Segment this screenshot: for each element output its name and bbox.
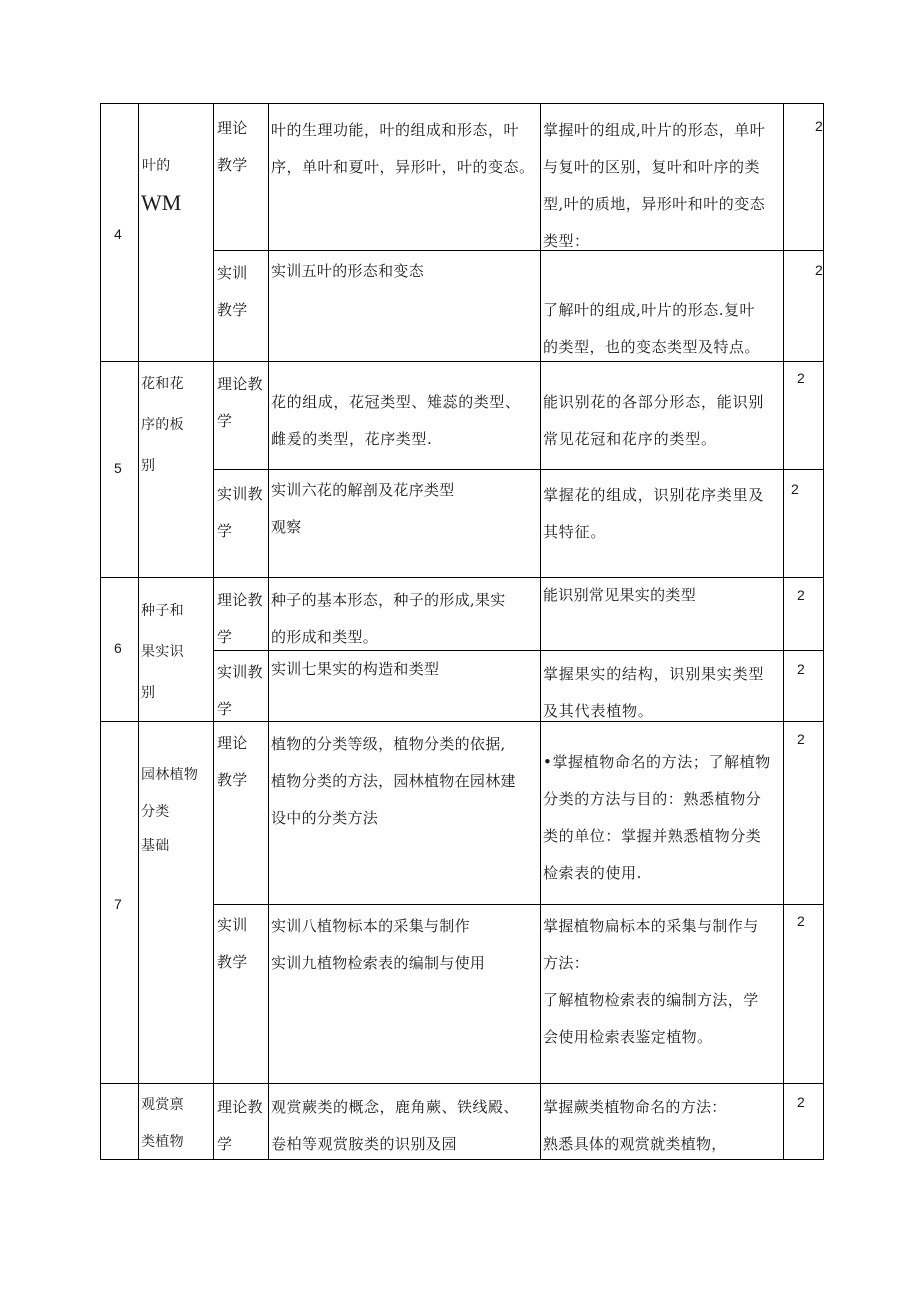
content-cell: 植物的分类等级，植物分类的依据, 植物分类的方法，园林植物在园林建 设中的分类方法 [271,735,516,827]
row-number: 7 [114,896,122,912]
topic-name: 别 [141,458,156,474]
topic-name: 花和花 [141,376,184,392]
table-border-right [823,103,824,1160]
content-cell: 实训六花的解剖及花序类型 观察 [271,481,455,536]
table-border-left [100,103,101,1160]
content-cell: 实训八植物标本的采集与制作 实训九植物检索表的编制与使用 [271,917,486,972]
topic-name: 基础 [141,838,170,854]
content-cell: 观赏蕨类的概念，鹿角蕨、铁线殿、 卷柏等观赏胺类的识别及园 [271,1098,520,1153]
row-number: 4 [114,226,122,242]
column-divider [138,103,139,1160]
topic-name: 别 [141,685,156,701]
objective-cell: 能识别常见果实的类型 [543,586,697,604]
topic-name: 分类 [141,804,170,820]
objective-cell: 掌握果实的结构，识别果实类型 及其代表植物。 [543,665,765,720]
topic-name: 观赏禀 [141,1097,184,1113]
teaching-type: 理论教 学 [217,375,263,430]
hours-cell: 2 [815,262,823,278]
topic-name: 果实识 [141,644,184,660]
column-divider [213,103,214,1160]
content-cell: 实训五叶的形态和变态 [271,262,425,280]
teaching-type: 实训教 学 [217,485,263,540]
teaching-type: 实训 教学 [217,264,248,319]
hours-cell: 2 [797,661,805,677]
row-separator [100,1083,824,1084]
content-cell: 种子的基本形态，种子的形成,果实 的形成和类型。 [271,591,506,646]
hours-cell: 2 [797,587,805,603]
hours-cell: 2 [797,370,805,386]
hours-cell: 2 [815,118,823,134]
teaching-type: 理论教 学 [217,591,263,646]
topic-name: 序的板 [141,417,184,433]
topic-name: 种子和 [141,603,184,619]
content-cell: 叶的生理功能，叶的组成和形态，叶 序，单叶和夏叶，异形叶，叶的变态。 [271,121,535,176]
subrow-separator [213,904,824,905]
teaching-type: 实训教 学 [217,663,263,718]
teaching-type: 实训 教学 [217,916,248,971]
column-divider [783,103,784,1160]
objective-cell: 掌握花的组成，识别花序类里及 其特征。 [543,486,765,541]
objective-cell: 掌握叶的组成,叶片的形态，单叶 与复叶的区别，复叶和叶序的类 型,叶的质地，异形叶和叶的变态 类型： [543,121,766,250]
objective-cell: 了解叶的组成,叶片的形态.复叶 的类型，也的变态类型及特点。 [543,301,761,356]
content-cell: 花的组成，花冠类型、雉蕊的类型、 雌爰的类型，花序类型. [271,393,521,448]
objective-cell: •掌握植物命名的方法；了解植物 分类的方法与目的：熟悉植物分 类的单位：掌握并熟悉植物分类 检索表的使用. [543,753,771,882]
column-divider [540,103,541,1160]
teaching-type: 理论 教学 [217,119,248,174]
hours-cell: 2 [791,481,799,497]
subrow-separator [213,469,824,470]
topic-name: 园林植物 [141,767,199,783]
teaching-type: 理论教 学 [217,1098,263,1153]
topic-name: 类植物 [141,1134,184,1150]
row-number: 5 [114,460,122,476]
content-cell: 实训七果实的构造和类型 [271,660,440,678]
teaching-type: 理论 教学 [217,734,248,789]
hours-cell: 2 [797,1094,805,1110]
table-border-top [100,103,824,104]
topic-name: 叶的 [142,158,171,174]
topic-name: WM [141,190,182,215]
objective-cell: 掌握蕨类植物命名的方法： 熟悉具体的观赏就类植物， [543,1098,727,1153]
hours-cell: 2 [797,731,805,747]
objective-cell: 掌握植物扁标本的采集与制作与 方法： 了解植物检索表的编制方法，学 会使用检索表鉴定植物。 [543,917,759,1046]
hours-cell: 2 [797,913,805,929]
row-number: 6 [114,640,122,656]
objective-cell: 能识别花的各部分形态，能识别 常见花冠和花序的类型。 [543,393,765,448]
row-separator [100,577,824,578]
column-divider [268,103,269,1160]
